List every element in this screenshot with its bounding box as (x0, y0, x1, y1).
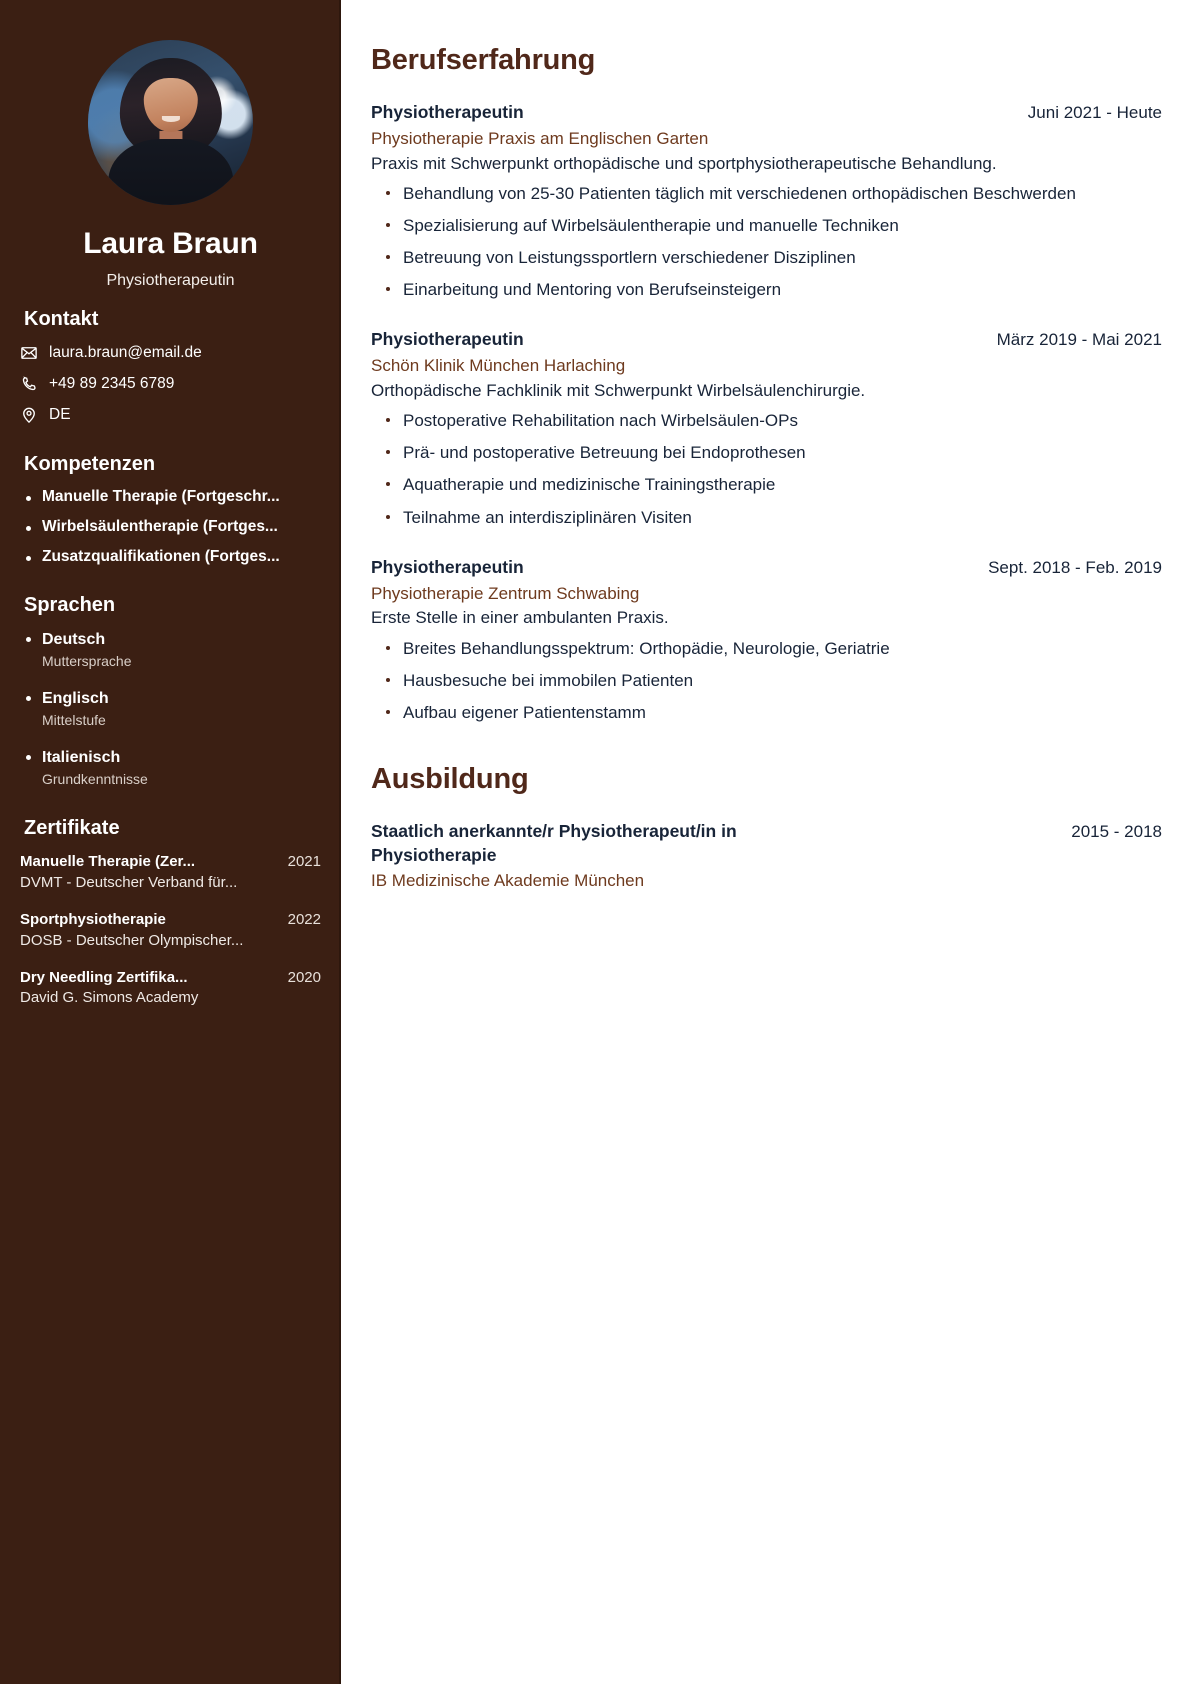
certificate-name: Dry Needling Zertifika... (20, 968, 188, 986)
language-name: Deutsch (42, 630, 106, 648)
languages-heading: Sprachen (24, 593, 116, 616)
language-level: Mittelstufe (42, 711, 106, 728)
certificate-header (20, 852, 321, 872)
phone-icon (20, 375, 38, 393)
skill-item: Manuelle Therapie (Fortgeschr... (20, 488, 321, 506)
main-content (341, 0, 1190, 1684)
language-name: Englisch (42, 690, 109, 708)
entry-header (371, 556, 1162, 580)
skills-list (20, 488, 321, 566)
certificate-header (20, 910, 321, 930)
entry-description: Erste Stelle in einer ambulanten Praxis. (371, 608, 669, 628)
entry-bullet: Teilnahme an interdisziplinären Visiten (371, 506, 1162, 530)
entry-bullet: Behandlung von 25-30 Patienten täglich mit verschiedenen orthopädischen Beschwerden (371, 182, 1162, 206)
contact-phone-value: +49 89 2345 6789 (49, 374, 175, 392)
experience-heading: Berufserfahrung (371, 44, 596, 76)
entry-description: Praxis mit Schwerpunkt orthopädische und sportphysiotherapeutische Behandlung. (371, 153, 997, 173)
entry-bullet: Prä- und postoperative Betreuung bei Endoprothesen (371, 441, 1162, 465)
entry-date: 2015 - 2018 (1071, 821, 1162, 841)
entry-date: Sept. 2018 - Feb. 2019 (988, 557, 1162, 577)
entry-header (371, 101, 1162, 125)
certificate-item (20, 968, 321, 1009)
entry-description: Orthopädische Fachklinik mit Schwerpunkt Wirbelsäulenchirurgie. (371, 381, 866, 401)
certificates-list (20, 852, 321, 1008)
entry-organization: Schön Klinik München Harlaching (371, 356, 626, 376)
language-item (20, 747, 321, 789)
entry-bullet: Betreuung von Leistungssportlern verschiedener Disziplinen (371, 246, 1162, 270)
entry-title: Physiotherapeutin (371, 556, 524, 577)
certificate-header (20, 968, 321, 988)
photo-smile (161, 116, 179, 123)
entry-bullet-list (371, 409, 1162, 530)
entry-date: März 2019 - Mai 2021 (996, 330, 1162, 350)
certificate-year: 2021 (287, 853, 321, 871)
contact-email-value: laura.braun@email.de (49, 343, 202, 361)
certificate-item (20, 852, 321, 893)
language-level: Muttersprache (42, 652, 132, 669)
entry-header (371, 328, 1162, 352)
avatar (88, 40, 253, 205)
sidebar-divider (339, 0, 341, 1684)
envelope-icon (20, 344, 38, 362)
entry-organization: IB Medizinische Akademie München (371, 871, 645, 891)
entry-bullet: Breites Behandlungsspektrum: Orthopädie, Neurologie, Geriatrie (371, 637, 1162, 661)
entry-bullet: Aquatherapie und medizinische Trainingstherapie (371, 473, 1162, 497)
contact-location-value: DE (49, 405, 71, 423)
entry-title: Physiotherapeutin (371, 102, 524, 122)
profile-name: Laura Braun (83, 227, 258, 260)
language-item (20, 688, 321, 730)
certificate-issuer: DOSB - Deutscher Olympischer... (20, 931, 244, 949)
experience-entry (371, 556, 1162, 725)
skill-item: Wirbelsäulentherapie (Fortges... (20, 518, 321, 536)
profile-role: Physiotherapeutin (106, 271, 235, 289)
certificate-issuer: David G. Simons Academy (20, 989, 199, 1007)
entry-organization: Physiotherapie Zentrum Schwabing (371, 583, 640, 603)
entry-bullet: Postoperative Rehabilitation nach Wirbelsäulen-OPs (371, 409, 1162, 433)
entry-bullet-list (371, 637, 1162, 725)
education-entry (371, 820, 1162, 893)
sidebar (0, 0, 341, 1684)
skill-item: Zusatzqualifikationen (Fortges... (20, 548, 321, 566)
entry-title: Physiotherapeutin (371, 329, 524, 350)
entry-organization: Physiotherapie Praxis am Englischen Garten (371, 128, 709, 148)
skills-heading: Kompetenzen (24, 452, 156, 475)
contact-email[interactable] (20, 343, 321, 363)
language-level: Grundkenntnisse (42, 770, 148, 787)
entry-header (371, 820, 1162, 867)
certificate-name: Manuelle Therapie (Zer... (20, 853, 196, 871)
experience-entry (371, 328, 1162, 529)
entry-date: Juni 2021 - Heute (1027, 103, 1162, 122)
certificate-issuer: DVMT - Deutscher Verband für... (20, 873, 238, 891)
entry-bullet: Hausbesuche bei immobilen Patienten (371, 669, 1162, 693)
experience-entry (371, 101, 1162, 302)
certificate-year: 2020 (287, 968, 321, 986)
photo-torso (108, 139, 233, 205)
contact-location (20, 405, 321, 425)
entry-bullet: Aufbau eigener Patientenstamm (371, 701, 1162, 725)
certificates-heading: Zertifikate (24, 817, 120, 840)
certificate-name: Sportphysiotherapie (20, 911, 166, 929)
entry-title: Staatlich anerkannte/r Physiotherapeut/in in Physiotherapie (371, 820, 737, 865)
avatar-container (20, 40, 321, 205)
certificate-year: 2022 (287, 911, 321, 929)
contact-heading: Kontakt (24, 307, 99, 330)
entry-bullet: Spezialisierung auf Wirbelsäulentherapie und manuelle Techniken (371, 214, 1162, 238)
location-pin-icon (20, 406, 38, 424)
entry-bullet-list (371, 182, 1162, 303)
language-name: Italienisch (42, 749, 121, 767)
certificate-item (20, 910, 321, 951)
languages-list (20, 629, 321, 790)
education-heading: Ausbildung (371, 762, 529, 795)
entry-bullet: Einarbeitung und Mentoring von Berufseinsteigern (371, 278, 1162, 302)
contact-phone[interactable] (20, 374, 321, 394)
language-item (20, 629, 321, 671)
